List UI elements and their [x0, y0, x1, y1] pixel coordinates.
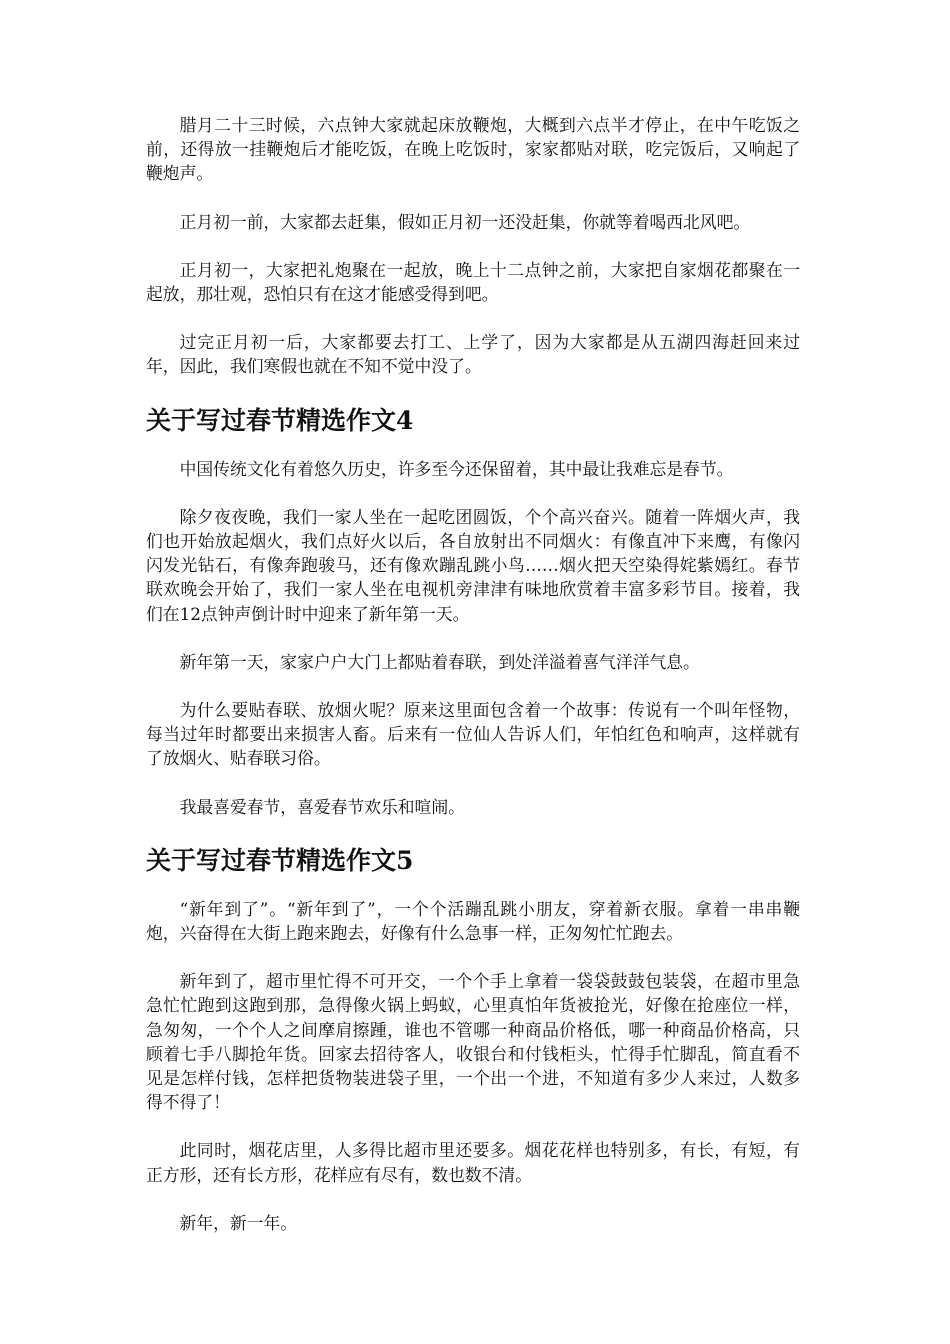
paragraph: 我最喜爱春节，喜爱春节欢乐和喧闹。 — [179, 796, 465, 817]
paragraph: 正月初一前，大家都去赶集，假如正月初一还没赶集，你就等着喝西北风吧。 — [179, 211, 751, 232]
section-5-title: 关于写过春节精选作文5 — [146, 845, 414, 875]
paragraph: 为什么要贴春联、放烟火呢？原来这里面包含着一个故事：传说有一个叫年怪物，每当过年时都要出来损害人畜。后来有一位仙人告诉人们，年怕红色和响声，这样就有了放烟火、贴春联习俗。 — [146, 700, 800, 769]
paragraph: 过完正月初一后，大家都要去打工、上学了，因为大家都是从五湖四海赶回来过年，因此，我们寒假也就在不知不觉中没了。 — [146, 332, 800, 377]
paragraph: 此同时，烟花店里，人多得比超市里还要多。烟花花样也特别多，有长，有短，有正方形，还有长方形，花样应有尽有，数也数不清。 — [146, 1140, 800, 1185]
paragraph: 除夕夜夜晚，我们一家人坐在一起吃团圆饭，个个高兴奋兴。随着一阵烟火声，我们也开始放起烟火，我们点好火以后，各自放射出不同烟火：有像直冲下来鹰，有像闪闪发光钻石，有像奔跑骏马，还有像欢蹦乱跳小鸟……烟火把天空染得姹紫嫣红。春节联欢晚会开始了，我们一家人坐在电视机旁津津有味地欣赏着丰富多彩节目。接着，我们在12点钟声倒计时中迎来了新年第一天。 — [146, 506, 800, 624]
paragraph: 正月初一，大家把礼炮聚在一起放，晚上十二点钟之前，大家把自家烟花都聚在一起放，那壮观，恐怕只有在这才能感受得到吧。 — [146, 259, 800, 305]
paragraph: 新年第一天，家家户户大门上都贴着春联，到处洋溢着喜气洋洋气息。 — [179, 651, 700, 672]
paragraph: 新年到了，超市里忙得不可开交，一个个手上拿着一袋袋鼓鼓包装袋，在超市里急急忙忙跑到这跑到那，急得像火锅上蚂蚁，心里真怕年货被抢光，好像在抢座位一样，急匆匆，一个个人之间摩肩擦踵，谁也不管哪一种商品价格低，哪一种商品价格高，只顾着七手八脚抢年货。回家去招待客人，收银台和付钱柜头，忙得手忙脚乱，简直看不见是怎样付钱，怎样把货物装进袋子里，一个出一个进，不知道有多少人来过，人数多得不得了！ — [146, 971, 800, 1113]
paragraph: 新年，新一年。 — [179, 1212, 298, 1233]
paragraph: 中国传统文化有着悠久历史，许多至今还保留着，其中最让我难忘是春节。 — [179, 458, 734, 479]
paragraph: “新年到了”。“新年到了”，一个个活蹦乱跳小朋友，穿着新衣服。拿着一串串鞭炮，兴奋得在大街上跑来跑去，好像有什么急事一样，正匆匆忙忙跑去。 — [146, 898, 800, 944]
paragraph: 腊月二十三时候，六点钟大家就起床放鞭炮，大概到六点半才停止，在中午吃饭之前，还得放一挂鞭炮后才能吃饭，在晚上吃饭时，家家都贴对联，吃完饭后，又响起了鞭炮声。 — [146, 115, 800, 184]
section-4-title: 关于写过春节精选作文4 — [146, 405, 414, 435]
